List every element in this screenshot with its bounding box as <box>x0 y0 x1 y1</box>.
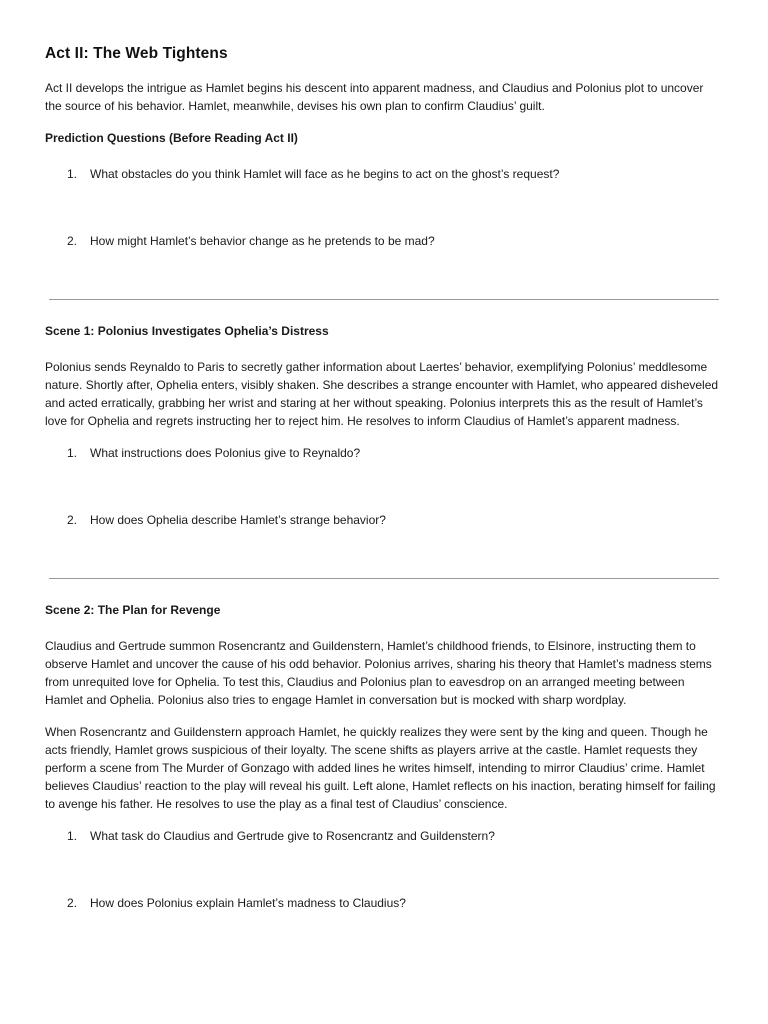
page-title: Act II: The Web Tightens <box>45 45 228 62</box>
section-divider <box>49 299 719 300</box>
scene1-question-list <box>45 444 723 578</box>
question-text: How might Hamlet’s behavior change as he pretends to be mad? <box>90 234 435 248</box>
question-number: 2. <box>67 234 78 248</box>
question-number: 2. <box>67 896 78 910</box>
question-number: 1. <box>67 829 78 843</box>
question-text: What obstacles do you think Hamlet will face as he begins to act on the ghost’s request? <box>90 167 560 181</box>
question-number: 1. <box>67 446 78 460</box>
scene2-heading: Scene 2: The Plan for Revenge <box>45 603 221 617</box>
question-item <box>45 165 723 232</box>
question-item <box>45 444 723 511</box>
scene2-paragraph-2: When Rosencrantz and Guildenstern approach Hamlet, he quickly realizes they were sent by the king and queen. Though he acts friendly, Hamlet grows suspicious of their loyalty. The scene shifts as players arrive at the castle. Hamlet requests they perform a scene from The Murder of Gonzago with added lines he writes himself, intending to mirror Claudius’ crime. Hamlet believes Claudius’ reaction to the play will reveal his guilt. Left alone, Hamlet reflects on his inaction, berating himself for failing to avenge his father. He resolves to use the play as a final test of Claudius’ conscience. <box>45 725 716 811</box>
question-text: What instructions does Polonius give to Reynaldo? <box>90 446 361 460</box>
question-number: 1. <box>67 167 78 181</box>
intro-paragraph: Act II develops the intrigue as Hamlet begins his descent into apparent madness, and Claudius and Polonius plot to uncover the source of his behavior. Hamlet, meanwhile, devises his own plan to confirm Claudius’ guilt. <box>45 81 704 113</box>
question-text: What task do Claudius and Gertrude give to Rosencrantz and Guildenstern? <box>90 829 495 843</box>
scene1-paragraph: Polonius sends Reynaldo to Paris to secretly gather information about Laertes’ behavior, exemplifying Polonius’ meddlesome nature. Shortly after, Ophelia enters, visibly shaken. She describes a strange encounter with Hamlet, who appeared disheveled and acted erratically, grabbing her wrist and staring at her without speaking. Polonius interprets this as the result of Hamlet’s love for Ophelia and regrets instructing her to reject him. He resolves to inform Claudius of Hamlet’s apparent madness. <box>45 360 719 428</box>
question-item <box>45 827 723 894</box>
question-item <box>45 894 723 954</box>
question-text: How does Ophelia describe Hamlet’s strange behavior? <box>90 513 386 527</box>
section-divider <box>49 578 719 579</box>
question-text: How does Polonius explain Hamlet’s madness to Claudius? <box>90 896 406 910</box>
question-number: 2. <box>67 513 78 527</box>
prediction-question-list <box>45 165 723 299</box>
question-item <box>45 511 723 578</box>
scene2-paragraph-1: Claudius and Gertrude summon Rosencrantz and Guildenstern, Hamlet’s childhood friends, to Elsinore, instructing them to observe Hamlet and uncover the cause of his odd behavior. Polonius arrives, sharing his theory that Hamlet’s madness stems from unrequited love for Ophelia. To test this, Claudius and Polonius plan to eavesdrop on an arranged meeting between Hamlet and Ophelia. Polonius also tries to engage Hamlet in conversation but is mocked with sharp wordplay. <box>45 639 712 707</box>
scene2-question-list <box>45 827 723 954</box>
scene1-heading: Scene 1: Polonius Investigates Ophelia’s Distress <box>45 324 329 338</box>
prediction-heading: Prediction Questions (Before Reading Act II) <box>45 131 298 145</box>
question-item <box>45 232 723 299</box>
